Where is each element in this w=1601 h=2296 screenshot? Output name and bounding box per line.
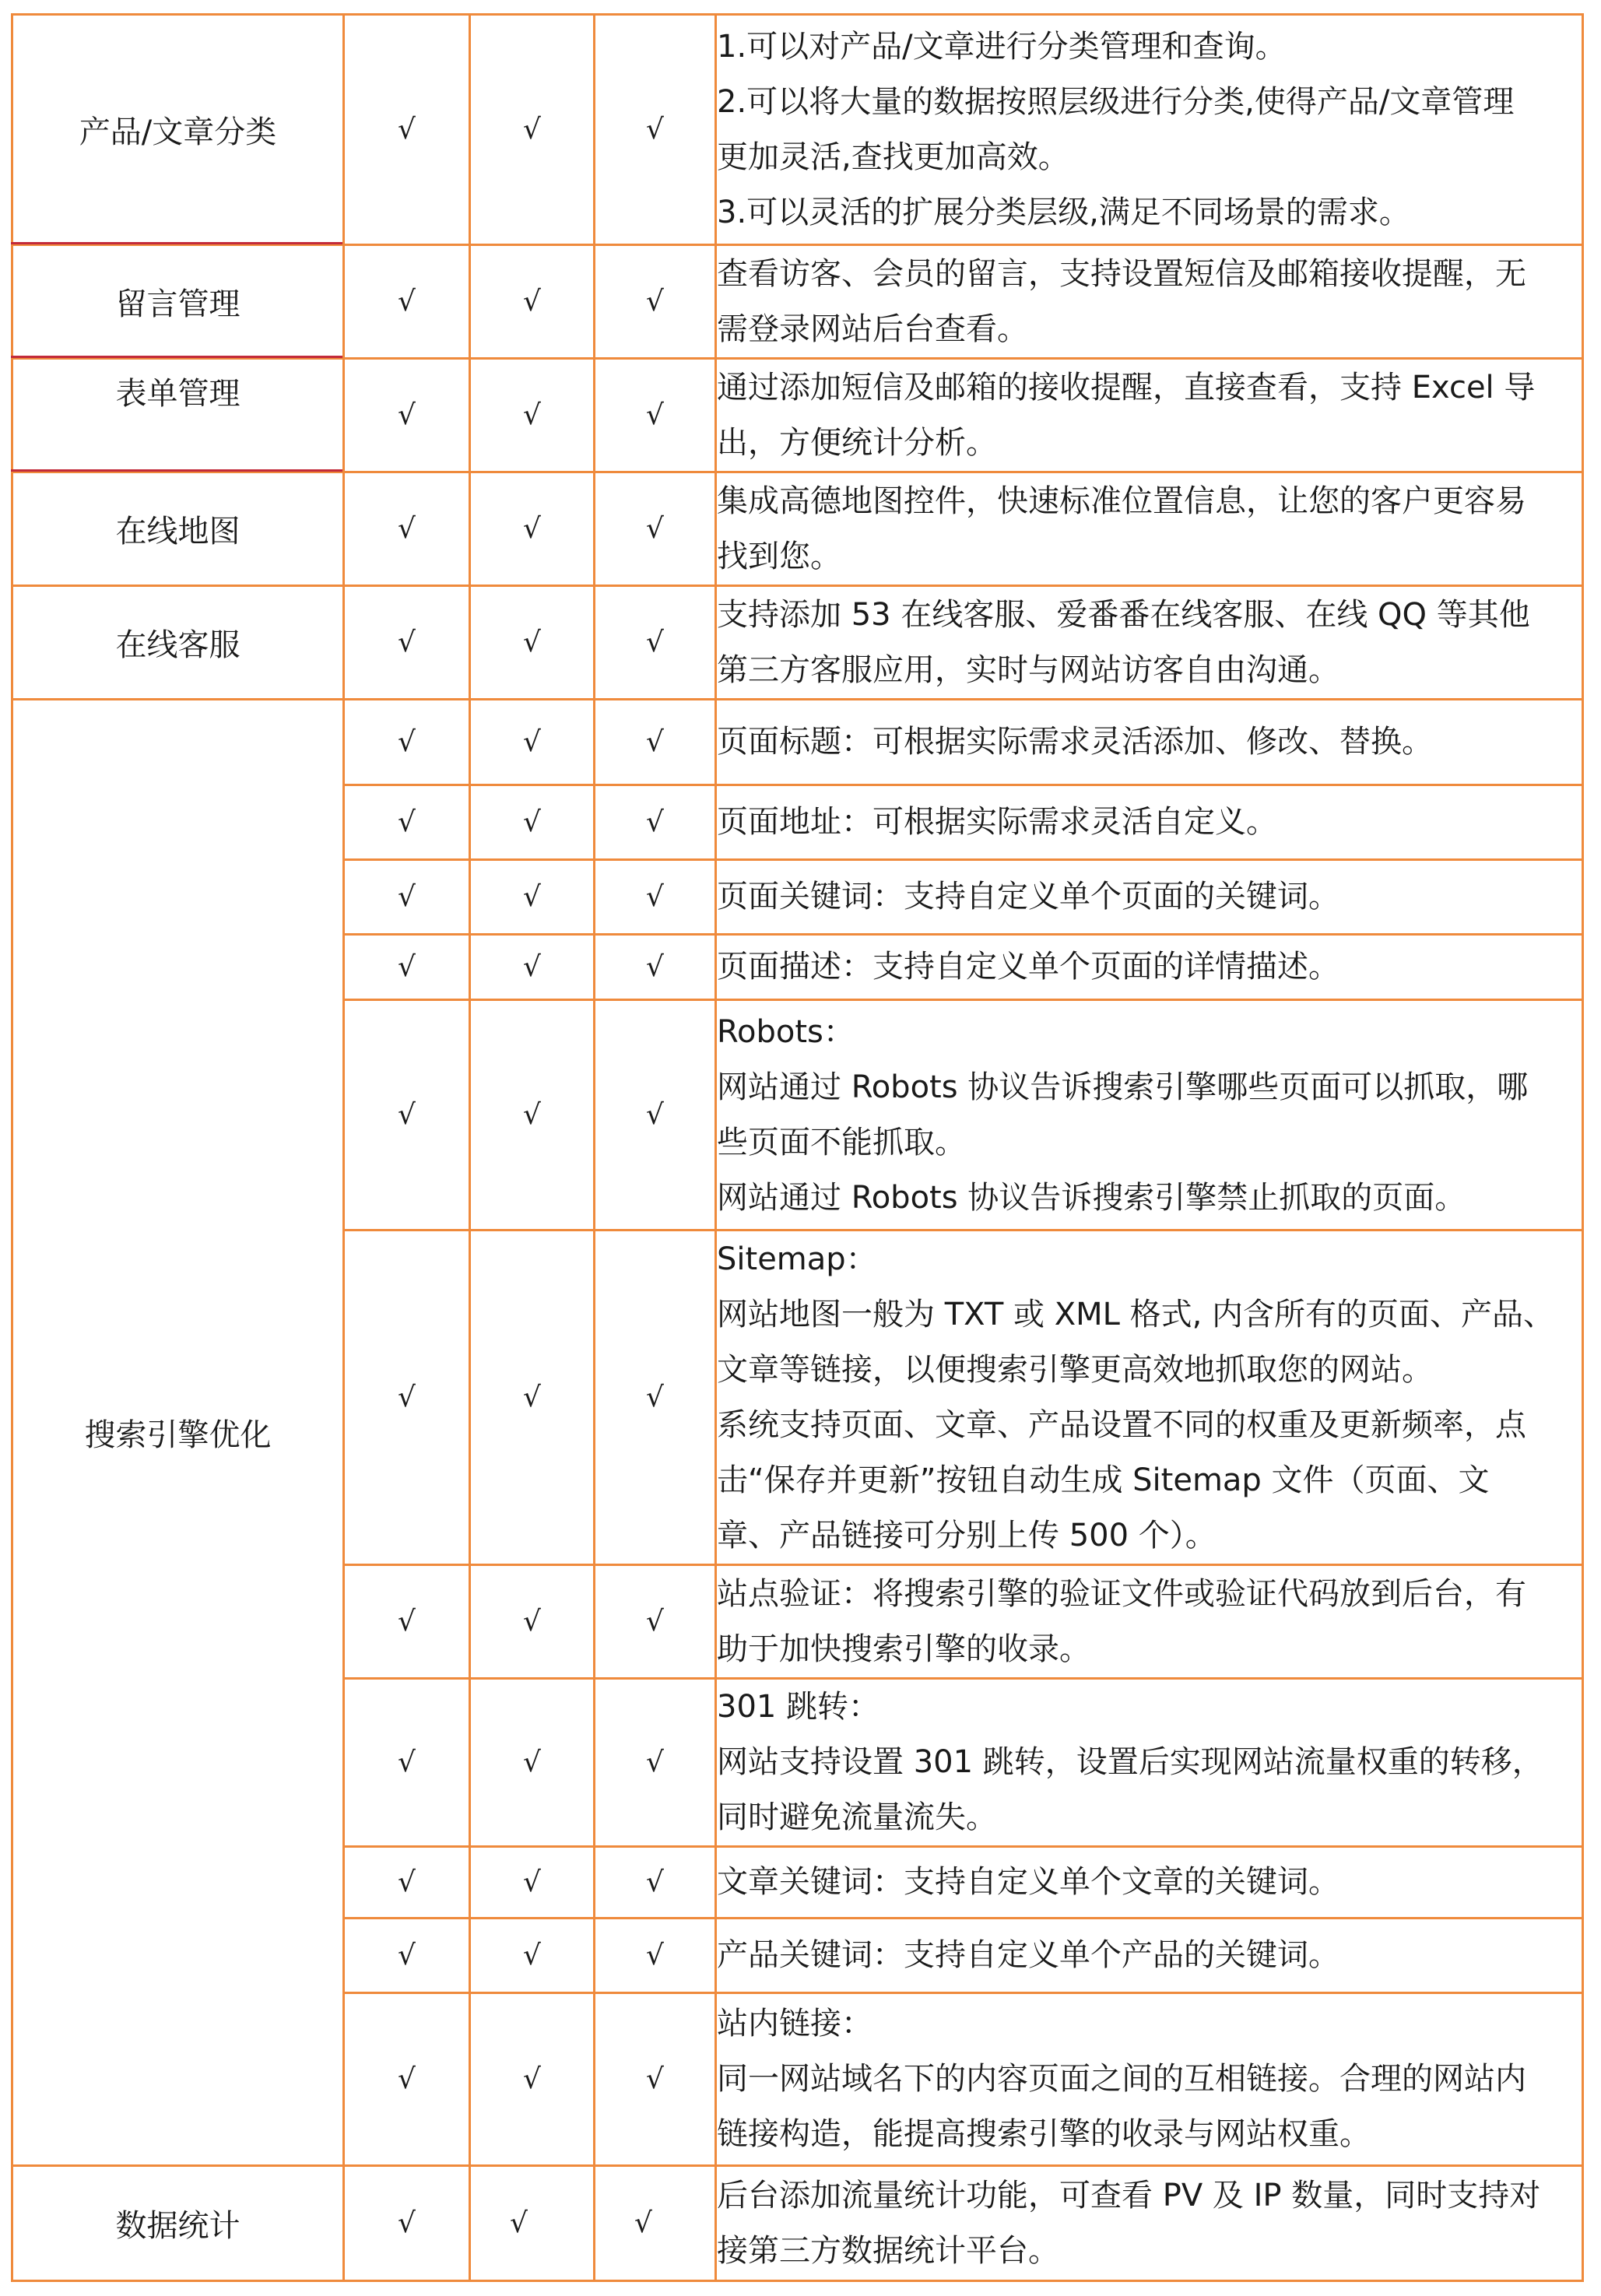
description-line: 页面关键词：支持自定义单个页面的关键词。 <box>717 879 1339 915</box>
feature-description <box>716 1993 1583 2166</box>
check-mark: √ <box>344 785 470 860</box>
check-mark: √ <box>595 1847 716 1919</box>
description-line: 需登录网站后台查看。 <box>717 311 1028 347</box>
description-line: 支持添加 53 在线客服、爱番番在线客服、在线 QQ 等其他 <box>717 596 1530 633</box>
description-line: 同时避免流量流失。 <box>717 1799 997 1835</box>
feature-name: 留言管理 <box>12 245 344 359</box>
check-mark: √ <box>470 1993 595 2166</box>
check-mark: √ <box>470 1565 595 1679</box>
feature-name: 表单管理 <box>12 359 344 472</box>
feature-description <box>716 245 1583 359</box>
check-mark: √ <box>344 700 470 785</box>
check-mark: √ <box>470 1919 595 1993</box>
check-mark: √ <box>344 472 470 586</box>
check-mark: √ <box>470 1000 595 1231</box>
check-mark: √ <box>344 1993 470 2166</box>
row-separator-accent <box>11 469 342 472</box>
description-line: 页面标题：可根据实际需求灵活添加、修改、替换。 <box>717 724 1433 760</box>
check-mark: √ <box>470 1231 595 1565</box>
check-mark: √ <box>595 2166 716 2281</box>
check-mark: √ <box>595 586 716 700</box>
feature-name: 产品/文章分类 <box>12 15 344 245</box>
feature-table-container <box>11 13 1584 2282</box>
table-row <box>12 472 1583 586</box>
feature-name: 搜索引擎优化 <box>12 700 344 2166</box>
description-line: 出，方便统计分析。 <box>717 424 997 461</box>
description-line: 产品关键词：支持自定义单个产品的关键词。 <box>717 1937 1339 1973</box>
feature-description <box>716 785 1583 860</box>
feature-name: 在线地图 <box>12 472 344 586</box>
description-line: Robots： <box>717 1013 855 1050</box>
check-mark: √ <box>344 1000 470 1231</box>
feature-name: 数据统计 <box>12 2166 344 2281</box>
check-mark: √ <box>344 15 470 245</box>
check-mark: √ <box>344 1565 470 1679</box>
check-mark: √ <box>595 472 716 586</box>
check-mark: √ <box>344 359 470 472</box>
feature-description <box>716 1565 1583 1679</box>
description-line: 章、产品链接可分别上传 500 个）。 <box>717 1517 1217 1553</box>
check-mark: √ <box>470 1679 595 1847</box>
feature-table <box>11 13 1584 2282</box>
check-mark: √ <box>595 15 716 245</box>
check-mark: √ <box>344 1231 470 1565</box>
check-mark: √ <box>344 860 470 935</box>
check-mark: √ <box>470 15 595 245</box>
check-mark: √ <box>470 586 595 700</box>
check-mark: √ <box>595 1000 716 1231</box>
check-mark: √ <box>595 1231 716 1565</box>
check-mark: √ <box>344 1919 470 1993</box>
description-line: 3.可以灵活的扩展分类层级,满足不同场景的需求。 <box>717 194 1410 230</box>
check-mark: √ <box>470 245 595 359</box>
check-mark: √ <box>595 1919 716 1993</box>
check-mark: √ <box>344 1679 470 1847</box>
feature-description <box>716 1847 1583 1919</box>
description-line: 网站地图一般为 TXT 或 XML 格式, 内含所有的页面、产品、 <box>717 1296 1555 1332</box>
row-separator-accent <box>11 356 342 358</box>
check-mark: √ <box>344 1847 470 1919</box>
table-row <box>12 15 1583 245</box>
description-line: Sitemap： <box>717 1241 877 1277</box>
description-line: 找到您。 <box>717 538 841 574</box>
description-line: 通过添加短信及邮箱的接收提醒，直接查看，支持 Excel 导 <box>717 369 1536 405</box>
check-mark: √ <box>595 245 716 359</box>
check-mark: √ <box>470 1847 595 1919</box>
description-line: 后台添加流量统计功能，可查看 PV 及 IP 数量，同时支持对 <box>717 2177 1541 2213</box>
check-mark: √ <box>470 359 595 472</box>
check-mark: √ <box>595 359 716 472</box>
check-mark: √ <box>595 700 716 785</box>
feature-description <box>716 1679 1583 1847</box>
table-row <box>12 586 1583 700</box>
description-line: 网站通过 Robots 协议告诉搜索引擎哪些页面可以抓取，哪 <box>717 1069 1529 1105</box>
row-separator-accent <box>11 242 342 244</box>
check-mark: √ <box>470 785 595 860</box>
feature-description <box>716 1000 1583 1231</box>
table-row <box>12 700 1583 785</box>
feature-description <box>716 935 1583 1000</box>
description-line: 第三方客服应用，实时与网站访客自由沟通。 <box>717 651 1339 688</box>
description-line: 2.可以将大量的数据按照层级进行分类,使得产品/文章管理 <box>717 83 1515 120</box>
description-line: 文章等链接，以便搜索引擎更高效地抓取您的网站。 <box>717 1351 1433 1388</box>
check-mark: √ <box>595 1565 716 1679</box>
check-mark: √ <box>344 245 470 359</box>
feature-description <box>716 359 1583 472</box>
feature-description <box>716 860 1583 935</box>
description-line: 1.可以对产品/文章进行分类管理和查询。 <box>717 28 1287 65</box>
check-mark: √ <box>595 935 716 1000</box>
description-line: 链接构造，能提高搜索引擎的收录与网站权重。 <box>717 2116 1371 2152</box>
description-line: 站点验证：将搜索引擎的验证文件或验证代码放到后台，有 <box>717 1575 1526 1612</box>
description-line: 系统支持页面、文章、产品设置不同的权重及更新频率，点 <box>717 1406 1526 1443</box>
check-mark: √ <box>344 935 470 1000</box>
description-line: 文章关键词：支持自定义单个文章的关键词。 <box>717 1864 1339 1900</box>
check-mark: √ <box>470 472 595 586</box>
feature-description <box>716 700 1583 785</box>
description-line: 页面地址：可根据实际需求灵活自定义。 <box>717 804 1277 840</box>
check-mark: √ <box>470 935 595 1000</box>
description-line: 站内链接： <box>717 2006 872 2041</box>
table-row <box>12 245 1583 359</box>
feature-description <box>716 472 1583 586</box>
description-line: 集成高德地图控件，快速标准位置信息，让您的客户更容易 <box>717 483 1526 519</box>
table-row <box>12 2166 1583 2281</box>
table-row <box>12 359 1583 472</box>
feature-description <box>716 586 1583 700</box>
check-mark: √ <box>470 700 595 785</box>
check-mark: √ <box>470 2166 595 2281</box>
check-mark: √ <box>595 860 716 935</box>
feature-description <box>716 15 1583 245</box>
description-line: 查看访客、会员的留言，支持设置短信及邮箱接收提醒，无 <box>717 255 1526 292</box>
description-line: 同一网站域名下的内容页面之间的互相链接。合理的网站内 <box>717 2061 1526 2097</box>
description-line: 网站通过 Robots 协议告诉搜索引擎禁止抓取的页面。 <box>717 1179 1466 1216</box>
check-mark: √ <box>595 785 716 860</box>
description-line: 301 跳转： <box>717 1689 880 1725</box>
check-mark: √ <box>470 860 595 935</box>
description-line: 些页面不能抓取。 <box>717 1124 966 1160</box>
description-line: 更加灵活,查找更加高效。 <box>717 139 1069 175</box>
feature-description <box>716 1919 1583 1993</box>
feature-description <box>716 2166 1583 2281</box>
description-line: 页面描述：支持自定义单个页面的详情描述。 <box>717 949 1339 985</box>
check-mark: √ <box>595 1679 716 1847</box>
feature-description <box>716 1231 1583 1565</box>
check-mark: √ <box>344 586 470 700</box>
description-line: 网站支持设置 301 跳转，设置后实现网站流量权重的转移， <box>717 1744 1543 1780</box>
check-mark: √ <box>344 2166 470 2281</box>
check-mark: √ <box>595 1993 716 2166</box>
feature-name: 在线客服 <box>12 586 344 700</box>
description-line: 击“保存并更新”按钮自动生成 Sitemap 文件（页面、文 <box>717 1462 1490 1498</box>
description-line: 助于加快搜索引擎的收录。 <box>717 1631 1090 1667</box>
description-line: 接第三方数据统计平台。 <box>717 2232 1059 2269</box>
